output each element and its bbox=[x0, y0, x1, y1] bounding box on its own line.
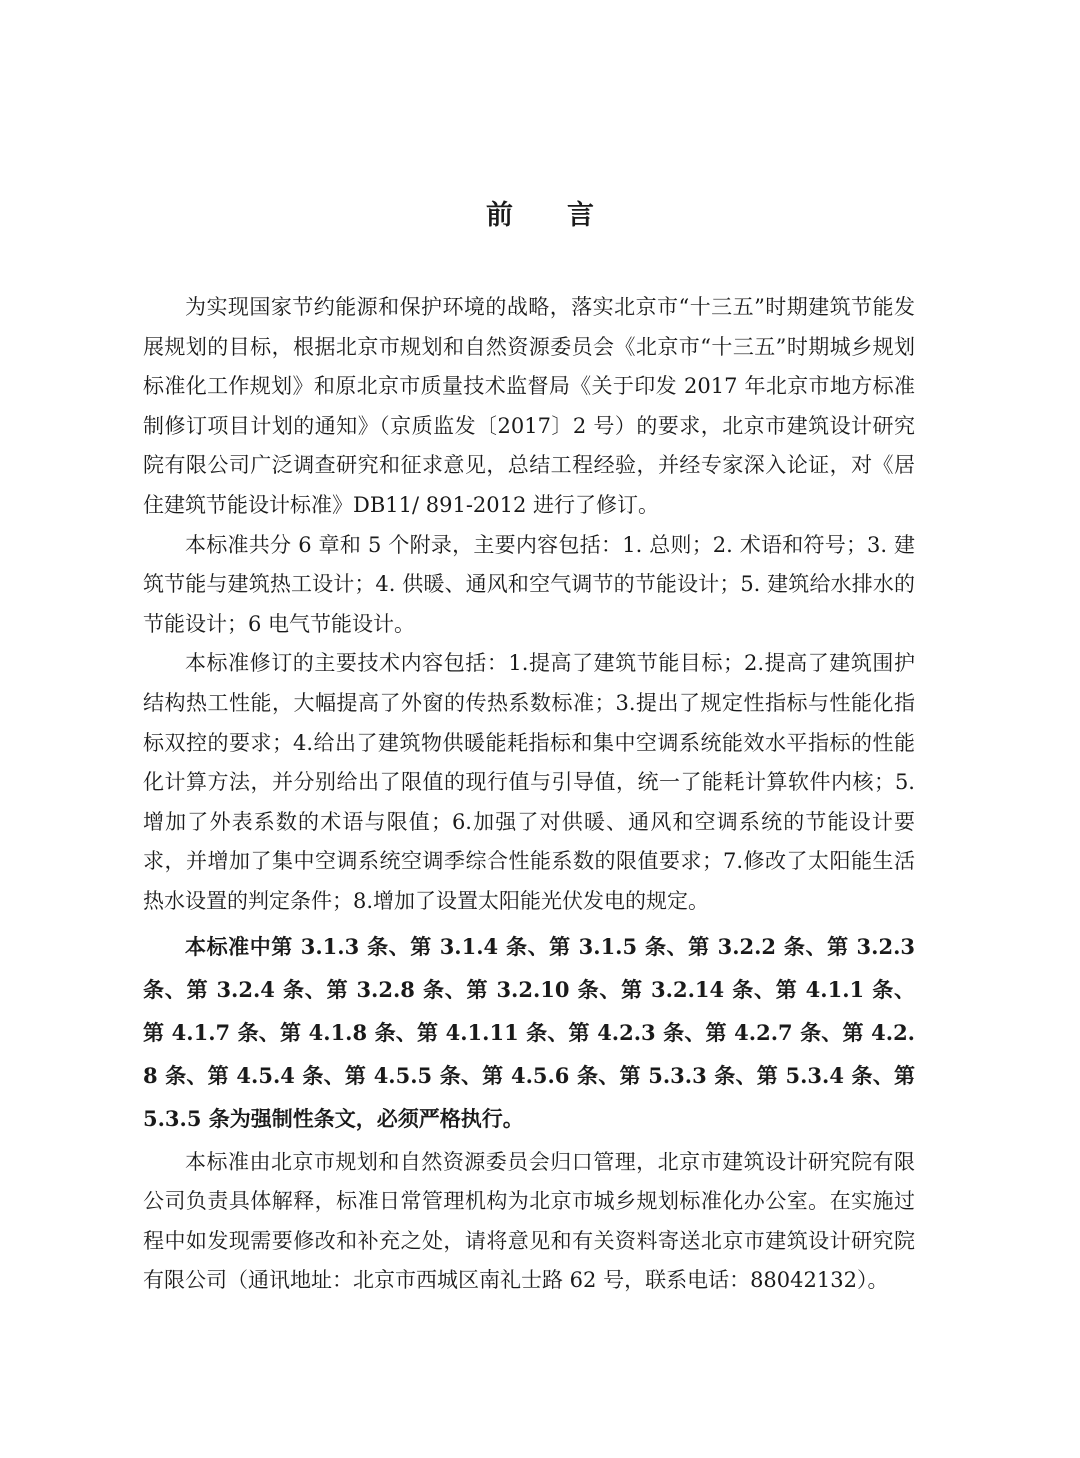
document-body bbox=[143, 288, 915, 1301]
paragraph-mandatory-clauses: 本标准中第 3.1.3 条、第 3.1.4 条、第 3.1.5 条、第 3.2.2 条、第 3.2.3 条、第 3.2.4 条、第 3.2.8 条、第 3.2.10 条、第 3.2.14 条、第 4.1.1 条、第 4.1.7 条、第 4.1.8 条、第 4.1.11 条、第 4.2.3 条、第 4.2.7 条、第 4.2.8 条、第 4.5.4 条、第 4.5.5 条、第 4.5.6 条、第 5.3.3 条、第 5.3.4 条、第 5.3.5 条为强制性条文，必须严格执行。 bbox=[143, 933, 915, 1131]
paragraph-purpose: 为实现国家节约能源和保护环境的战略，落实北京市“十三五”时期建筑节能发展规划的目标，根据北京市规划和自然资源委员会《北京市“十三五”时期城乡规划标准化工作规划》和原北京市质量技术监督局《关于印发 2017 年北京市地方标准制修订项目计划的通知》（京质监发〔2017〕2 号）的要求，北京市建筑设计研究院有限公司广泛调查研究和征求意见，总结工程经验，并经专家深入论证，对《居住建筑节能设计标准》DB11/ 891-2012 进行了修订。 bbox=[143, 295, 915, 517]
paragraph-management: 本标准由北京市规划和自然资源委员会归口管理，北京市建筑设计研究院有限公司负责具体解释，标准日常管理机构为北京市城乡规划标准化办公室。在实施过程中如发现需要修改和补充之处，请将意见和有关资料寄送北京市建筑设计研究院有限公司（通讯地址：北京市西城区南礼士路 62 号，联系电话：88042132）。 bbox=[143, 1149, 915, 1293]
paragraph-structure: 本标准共分 6 章和 5 个附录，主要内容包括：1. 总则；2. 术语和符号；3. 建筑节能与建筑热工设计；4. 供暖、通风和空气调节的节能设计；5. 建筑给水排水的节能设计；6 电气节能设计。 bbox=[143, 532, 915, 636]
paragraph-revisions: 本标准修订的主要技术内容包括：1.提高了建筑节能目标；2.提高了建筑围护结构热工性能，大幅提高了外窗的传热系数标准；3.提出了规定性指标与性能化指标双控的要求；4.给出了建筑物供暖能耗指标和集中空调系统能效水平指标的性能化计算方法，并分别给出了限值的现行值与引导值，统一了能耗计算软件内核；5.增加了外表系数的术语与限值；6.加强了对供暖、通风和空调系统的节能设计要求，并增加了集中空调系统空调季综合性能系数的限值要求；7.修改了太阳能生活热水设置的判定条件；8.增加了设置太阳能光伏发电的规定。 bbox=[143, 651, 915, 913]
page-title: 前言 bbox=[486, 200, 648, 231]
